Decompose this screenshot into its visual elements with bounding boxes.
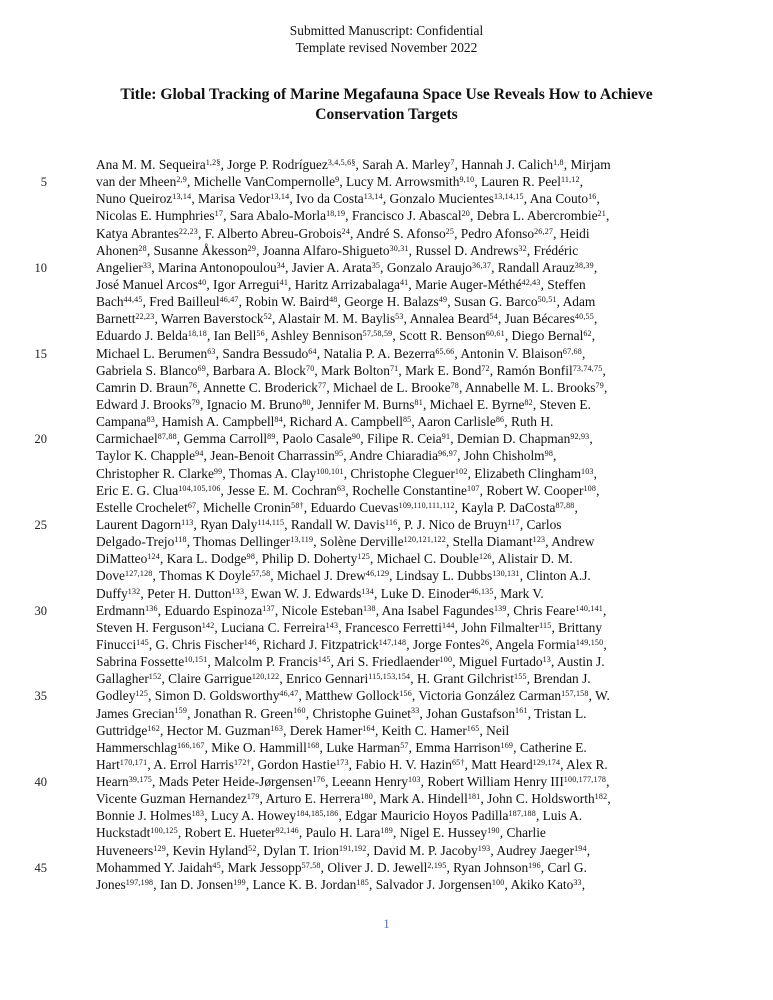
author-line <box>0 430 773 447</box>
author-line-text: Angelier$^{33}$, Marina Antonopoulou$^{34}$, Javier A. Arata$^{35}$, Gonzalo Araujo$^{36,37}$, Randall Arauz$^{38,39}$, <box>96 259 598 275</box>
author-line-text: Barnett$^{22,23}$, Warren Baverstock$^{52}$, Alastair M. M. Baylis$^{53}$, Annalea Beard$^{54}$, Juan Bécares$^{40,55}$, <box>96 311 598 327</box>
affiliation-superscript: 2,9 <box>176 175 187 185</box>
affiliation-superscript: 3,4,5,6§ <box>327 157 356 167</box>
author-line-text: Gabriela S. Blanco$^{69}$, Barbara A. Block$^{70}$, Mark Bolton$^{71}$, Mark E. Bond$^{72}$, Ramón Bonfil$^{73,74,75}$, <box>96 362 606 378</box>
affiliation-superscript: 87,88 <box>555 500 575 510</box>
affiliation-superscript: 21 <box>597 209 606 219</box>
affiliation-superscript: 132 <box>127 586 141 596</box>
affiliation-superscript: 181 <box>467 792 481 802</box>
affiliation-superscript: 79 <box>595 380 604 390</box>
affiliation-superscript: 65,66 <box>435 346 455 356</box>
author-line-text: Nicolas E. Humphries$^{17}$, Sara Abalo-Morla$^{18,19}$, Francisco J. Abascal$^{20}$, Debra L. Abercrombie$^{21}$, <box>96 208 610 224</box>
margin-line-number: 35 <box>34 689 47 704</box>
affiliation-superscript: 129 <box>153 843 166 853</box>
affiliation-superscript: 13,119 <box>290 535 314 545</box>
author-line <box>0 619 773 636</box>
affiliation-superscript: 136 <box>145 603 158 613</box>
affiliation-superscript: 94 <box>195 449 204 459</box>
author-line-text: Jones$^{197,198}$, Ian D. Jonsen$^{199}$, Lance K. B. Jordan$^{185}$, Salvador J. Jorgensen$^{100}$, Akiko Kato$^{33}$, <box>96 876 586 892</box>
author-line-text: James Grecian$^{159}$, Jonathan R. Green$^{160}$, Christophe Guinet$^{33}$, Johan Gustafson$^{161}$, Tristan L. <box>96 705 587 721</box>
author-line-text: Ahonen$^{28}$, Susanne Åkesson$^{29}$, Joanna Alfaro-Shigueto$^{30,31}$, Russel D. Andrews$^{32}$, Frédéric <box>96 242 579 258</box>
affiliation-superscript: 46,47 <box>219 295 239 305</box>
paper-title: Title: Global Tracking of Marine Megafauna Space Use Reveals How to Achieve Conservation Targets <box>120 86 653 123</box>
affiliation-superscript: 46,47 <box>279 689 299 699</box>
author-line-text: Huveneers$^{129}$, Kevin Hyland$^{52}$, Dylan T. Irion$^{191,192}$, David M. P. Jacoby$^{193}$, Audrey Jaeger$^{194}$, <box>96 842 591 858</box>
margin-line-number: 25 <box>34 517 47 532</box>
author-line <box>0 379 773 396</box>
margin-line-number: 10 <box>34 260 47 275</box>
affiliation-superscript: 191,192 <box>339 843 367 853</box>
affiliation-superscript: 82 <box>524 397 533 407</box>
affiliation-superscript: 124 <box>147 552 160 562</box>
affiliation-superscript: 96,97 <box>438 449 458 459</box>
affiliation-superscript: 35 <box>371 260 381 270</box>
affiliation-superscript: 46,129 <box>365 569 390 579</box>
affiliation-superscript: 176 <box>312 775 326 785</box>
affiliation-superscript: 92,93 <box>570 432 590 442</box>
affiliation-superscript: 139 <box>493 603 507 613</box>
affiliation-superscript: 9 <box>335 175 340 185</box>
affiliation-superscript: 13,14 <box>172 192 192 202</box>
author-line-text: Estelle Crochelet$^{67}$, Michelle Cronin$^{58\dagger}$, Eduardo Cuevas$^{109,110,111,112}$, Kayla P. DaCosta$^{87,88}$, <box>96 499 578 515</box>
author-line <box>0 859 773 876</box>
margin-line-number: 30 <box>34 603 47 618</box>
author-line <box>0 156 773 173</box>
affiliation-superscript: 48 <box>329 295 338 305</box>
affiliation-superscript: 155 <box>514 672 527 682</box>
author-line-text: Eduardo J. Belda$^{18,18}$, Ian Bell$^{56}$, Ashley Bennison$^{57,58,59}$, Scott R. Benson$^{60,61}$, Diego Bernal$^{62}$, <box>96 328 596 344</box>
affiliation-superscript: 13,14,15 <box>494 192 524 202</box>
affiliation-superscript: 57,58,59 <box>362 329 393 339</box>
affiliation-superscript: 53 <box>395 312 404 322</box>
affiliation-superscript: 42,43 <box>521 277 541 287</box>
author-line <box>0 687 773 704</box>
affiliation-superscript: 89 <box>267 432 276 442</box>
affiliation-superscript: 50,51 <box>537 295 557 305</box>
affiliation-superscript: 197,198 <box>125 877 154 887</box>
author-line-text: Vicente Guzman Hernandez$^{179}$, Arturo E. Herrera$^{180}$, Mark A. Hindell$^{181}$, John C. Holdsworth$^{182}$, <box>96 791 611 807</box>
author-line-text: Christopher R. Clarke$^{99}$, Thomas A. Clay$^{100,101}$, Christophe Cleguer$^{102}$, Elizabeth Clingham$^{103}$, <box>96 465 598 481</box>
affiliation-superscript: 114,115 <box>257 517 285 527</box>
affiliation-superscript: 130,131 <box>492 569 520 579</box>
author-line-text: Camrin D. Braun$^{76}$, Annette C. Broderick$^{77}$, Michael de L. Brooke$^{78}$, Annabelle M. L. Brooks$^{79}$, <box>96 379 608 395</box>
affiliation-superscript: 98 <box>544 449 554 459</box>
affiliation-superscript: 86 <box>495 415 505 425</box>
affiliation-superscript: 164 <box>362 723 375 733</box>
author-line <box>0 173 773 190</box>
affiliation-superscript: 49 <box>438 295 448 305</box>
affiliation-superscript: 162 <box>147 723 160 733</box>
affiliation-superscript: 180 <box>360 792 373 802</box>
author-line <box>0 225 773 242</box>
author-line <box>0 876 773 893</box>
author-line <box>0 670 773 687</box>
author-line-text: Katya Abrantes$^{22,23}$, F. Alberto Abreu-Grobois$^{24}$, André S. Afonso$^{25}$, Pedro Afonso$^{26,27}$, Heidi <box>96 225 590 241</box>
affiliation-superscript: 140,141 <box>575 603 603 613</box>
author-line-text: Laurent Dagorn$^{113}$, Ryan Daly$^{114,115}$, Randall W. Davis$^{116}$, P. J. Nico de Bruyn$^{117}$, Carlos <box>96 516 562 532</box>
affiliation-superscript: 41 <box>279 277 289 287</box>
affiliation-superscript: 16 <box>588 192 597 202</box>
affiliation-superscript: 95 <box>334 449 344 459</box>
affiliation-superscript: 70 <box>305 363 315 373</box>
affiliation-superscript: 40 <box>197 277 207 287</box>
author-line <box>0 362 773 379</box>
affiliation-superscript: 40,55 <box>574 312 594 322</box>
affiliation-superscript: 64 <box>308 346 317 356</box>
author-line-text: Taylor K. Chapple$^{94}$, Jean-Benoit Charrassin$^{95}$, Andre Chiaradia$^{96,97}$, John Chisholm$^{98}$, <box>96 448 557 464</box>
affiliation-superscript: 90 <box>351 432 361 442</box>
affiliation-superscript: 149,150 <box>575 637 604 647</box>
author-line-text: Bach$^{44,45}$, Fred Bailleul$^{46,47}$, Robin W. Baird$^{48}$, George H. Balazs$^{49}$, Susan G. Barco$^{50,51}$, Adam <box>96 294 596 310</box>
affiliation-superscript: 182 <box>594 792 608 802</box>
affiliation-superscript: 20 <box>461 209 471 219</box>
affiliation-superscript: 129,174 <box>532 757 561 767</box>
affiliation-superscript: 143 <box>325 620 339 630</box>
affiliation-superscript: 17 <box>214 209 224 219</box>
author-line <box>0 756 773 773</box>
affiliation-superscript: 120,121,122 <box>403 535 446 545</box>
affiliation-superscript: 22,23 <box>135 312 155 322</box>
affiliation-superscript: 1,8 <box>553 157 564 167</box>
page-number: 1 <box>383 917 390 931</box>
author-line <box>0 345 773 362</box>
affiliation-superscript: 168 <box>306 740 320 750</box>
affiliation-superscript: 41 <box>399 277 409 287</box>
affiliation-superscript: 77 <box>317 380 327 390</box>
header-confidential-line: Submitted Manuscript: Confidential <box>289 23 484 38</box>
affiliation-superscript: 165 <box>466 723 480 733</box>
affiliation-superscript: 24 <box>341 226 351 236</box>
affiliation-superscript: 67,68 <box>562 346 582 356</box>
affiliation-superscript: 126 <box>478 552 492 562</box>
author-line-text: Delgado-Trejo$^{118}$, Thomas Dellinger$^{13,119}$, Solène Derville$^{120,121,122}$, Stella Diamant$^{123}$, Andrew <box>96 534 595 550</box>
affiliation-superscript: 32 <box>518 243 527 253</box>
author-line-text: Finucci$^{145}$, G. Chris Fischer$^{146}$, Richard J. Fitzpatrick$^{147,148}$, Jorge Fontes$^{26}$, Angela Formia$^{149,150}$, <box>96 636 607 652</box>
affiliation-superscript: 34 <box>276 260 286 270</box>
affiliation-superscript: 127,128 <box>125 569 153 579</box>
affiliation-superscript: 157,158 <box>561 689 589 699</box>
affiliation-superscript: 84 <box>274 415 283 425</box>
affiliation-superscript: 104,105,106 <box>178 483 221 493</box>
author-line-text: Hart$^{170,171}$, A. Errol Harris$^{172\dagger}$, Gordon Hastie$^{173}$, Fabio H. V. Hazin$^{65\dagger}$, Matt Heard$^{129,174}$, Alex R. <box>96 756 608 772</box>
author-line <box>0 499 773 516</box>
affiliation-superscript: 107 <box>467 483 480 493</box>
affiliation-superscript: 10,151 <box>184 655 208 665</box>
affiliation-superscript: 99 <box>213 466 223 476</box>
author-line-text: DiMatteo$^{124}$, Kara L. Dodge$^{98}$, Philip D. Doherty$^{125}$, Michael C. Double$^{126}$, Alistair D. M. <box>96 551 573 567</box>
affiliation-superscript: 38,39 <box>574 260 594 270</box>
affiliation-superscript: 45 <box>212 860 221 870</box>
affiliation-superscript: 187,188 <box>508 809 536 819</box>
affiliation-superscript: 173 <box>336 757 349 767</box>
margin-line-number: 40 <box>34 775 47 790</box>
affiliation-superscript: 26,27 <box>534 226 554 236</box>
author-line <box>0 516 773 533</box>
affiliation-superscript: 26 <box>480 637 490 647</box>
affiliation-superscript: 133 <box>231 586 245 596</box>
affiliation-superscript: 115,153,154 <box>368 672 411 682</box>
author-line <box>0 259 773 276</box>
author-line-text: Campana$^{83}$, Hamish A. Campbell$^{84}$, Richard A. Campbell$^{85}$, Aaron Carlisle$^{86}$, Ruth H. <box>96 414 554 430</box>
author-line <box>0 550 773 567</box>
affiliation-superscript: 73,74,75 <box>572 363 603 373</box>
affiliation-superscript: 60,61 <box>485 329 505 339</box>
affiliation-superscript: 63 <box>336 483 346 493</box>
affiliation-superscript: 184,185,186 <box>296 809 339 819</box>
affiliation-superscript: 134 <box>361 586 374 596</box>
author-line-text: Godley$^{125}$, Simon D. Goldsworthy$^{46,47}$, Matthew Gollock$^{156}$, Victoria González Carman$^{157,158}$, W. <box>96 688 610 704</box>
affiliation-superscript: 57 <box>400 740 409 750</box>
affiliation-superscript: 100,101 <box>316 466 344 476</box>
author-line <box>0 396 773 413</box>
affiliation-superscript: 39,175 <box>128 775 153 785</box>
affiliation-superscript: 170,171 <box>119 757 148 767</box>
affiliation-superscript: 83 <box>146 415 156 425</box>
author-line-text: Dove$^{127,128}$, Thomas K Doyle$^{57,58}$, Michael J. Drew$^{46,129}$, Lindsay L. Dubbs$^{130,131}$, Clinton A.J. <box>96 568 591 584</box>
author-line-text: van der Mheen$^{2,9}$, Michelle VanCompernolle$^9$, Lucy M. Arrowsmith$^{9,10}$, Lauren R. Peel$^{11,12}$, <box>96 174 584 190</box>
author-line <box>0 653 773 670</box>
affiliation-superscript: 72 <box>481 363 490 373</box>
affiliation-superscript: 109,110,111,112 <box>398 500 455 510</box>
affiliation-superscript: 118 <box>174 535 187 545</box>
affiliation-superscript: 65† <box>451 757 465 767</box>
affiliation-superscript: 33 <box>573 877 582 887</box>
affiliation-superscript: 116 <box>385 517 398 527</box>
affiliation-superscript: 120,122 <box>251 672 280 682</box>
affiliation-superscript: 103 <box>408 775 421 785</box>
author-line <box>0 567 773 584</box>
author-line <box>0 602 773 619</box>
author-line-text: José Manuel Arcos$^{40}$, Igor Arregui$^{41}$, Haritz Arrizabalaga$^{41}$, Marie Auger-Méthé$^{42,43}$, Steffen <box>96 276 586 292</box>
author-line-text: Mohammed Y. Jaidah$^{45}$, Mark Jessopp$^{57,58}$, Oliver J. D. Jewell$^{2,195}$, Ryan Johnson$^{196}$, Carl G. <box>96 859 587 875</box>
affiliation-superscript: 78 <box>450 380 459 390</box>
affiliation-superscript: 76 <box>188 380 198 390</box>
author-line <box>0 807 773 824</box>
author-line-text: Erdmann$^{136}$, Eduardo Espinoza$^{137}$, Nicole Esteban$^{138}$, Ana Isabel Fagundes$^{139}$, Chris Feare$^{140,141}$, <box>96 602 607 618</box>
affiliation-superscript: 199 <box>233 877 246 887</box>
affiliation-superscript: 145 <box>317 655 331 665</box>
affiliation-superscript: 33 <box>142 260 152 270</box>
affiliation-superscript: 87,88 <box>157 432 177 442</box>
margin-line-number: 5 <box>40 175 47 190</box>
affiliation-superscript: 79 <box>191 397 201 407</box>
affiliation-superscript: 159 <box>174 706 188 716</box>
margin-line-number: 45 <box>34 860 47 875</box>
affiliation-superscript: 179 <box>246 792 260 802</box>
affiliation-superscript: 146 <box>243 637 257 647</box>
affiliation-superscript: 152 <box>148 672 162 682</box>
affiliation-superscript: 196 <box>528 860 541 870</box>
author-line-text: Sabrina Fossette$^{10,151}$, Malcolm P. Francis$^{145}$, Ari S. Friedlaender$^{100}$, Miguel Furtado$^{13}$, Austin J. <box>96 654 605 670</box>
author-line <box>0 722 773 739</box>
affiliation-superscript: 160 <box>293 706 306 716</box>
author-line <box>0 585 773 602</box>
affiliation-superscript: 22,23 <box>178 226 198 236</box>
author-line-text: Michael L. Berumen$^{63}$, Sandra Bessudo$^{64}$, Natalia P. A. Bezerra$^{65,66}$, Antonin V. Blaison$^{67,68}$, <box>96 345 586 361</box>
author-line <box>0 465 773 482</box>
affiliation-superscript: 69 <box>197 363 206 373</box>
author-line <box>0 413 773 430</box>
author-line-text: Ana M. M. Sequeira$^{1,2\S}$, Jorge P. Rodríguez$^{3,4,5,6\S}$, Sarah A. Marley$^7$, Hannah J. Calich$^{1,8}$, Mirjam <box>96 157 611 172</box>
author-line <box>0 190 773 207</box>
affiliation-superscript: 71 <box>389 363 399 373</box>
affiliation-superscript: 193 <box>477 843 491 853</box>
affiliation-superscript: 103 <box>581 466 594 476</box>
affiliation-superscript: 194 <box>574 843 587 853</box>
affiliation-superscript: 123 <box>532 535 546 545</box>
affiliation-superscript: 138 <box>363 603 376 613</box>
author-line <box>0 327 773 344</box>
affiliation-superscript: 13 <box>542 655 552 665</box>
author-line <box>0 842 773 859</box>
author-line-text: Hammerschlag$^{166,167}$, Mike O. Hammill$^{168}$, Luke Harman$^{57}$, Emma Harrison$^{169}$, Catherine E. <box>96 739 587 755</box>
author-line <box>0 242 773 259</box>
author-line <box>0 310 773 327</box>
affiliation-superscript: 58† <box>291 500 304 510</box>
author-line <box>0 773 773 790</box>
affiliation-superscript: 44,45 <box>123 295 143 305</box>
affiliation-superscript: 125 <box>135 689 149 699</box>
affiliation-superscript: 56 <box>256 329 265 339</box>
affiliation-superscript: 57,58 <box>301 860 321 870</box>
affiliation-superscript: 63 <box>207 346 216 356</box>
author-line <box>0 293 773 310</box>
affiliation-superscript: 30,31 <box>389 243 409 253</box>
affiliation-superscript: 108 <box>583 483 597 493</box>
affiliation-superscript: 115 <box>539 620 552 630</box>
affiliation-superscript: 91 <box>441 432 451 442</box>
author-line <box>0 207 773 224</box>
affiliation-superscript: 190 <box>487 826 500 836</box>
affiliation-superscript: 85 <box>402 415 412 425</box>
affiliation-superscript: 142 <box>201 620 215 630</box>
header-template-line: Template revised November 2022 <box>295 40 478 55</box>
affiliation-superscript: 98 <box>246 552 256 562</box>
affiliation-superscript: 147,148 <box>378 637 407 647</box>
affiliation-superscript: 113 <box>181 517 194 527</box>
author-line-text: Huckstadt$^{100,125}$, Robert E. Hueter$^{92,146}$, Paulo H. Lara$^{189}$, Nigel E. Hussey$^{190}$, Charlie <box>96 825 546 841</box>
affiliation-superscript: 1,2§ <box>205 157 221 167</box>
affiliation-superscript: 2,195 <box>427 860 447 870</box>
affiliation-superscript: 28 <box>138 243 147 253</box>
author-line <box>0 824 773 841</box>
affiliation-superscript: 185 <box>356 877 370 887</box>
affiliation-superscript: 81 <box>414 397 423 407</box>
affiliation-superscript: 54 <box>489 312 498 322</box>
affiliation-superscript: 161 <box>515 706 528 716</box>
affiliation-superscript: 36,37 <box>472 260 492 270</box>
affiliation-superscript: 52 <box>263 312 273 322</box>
author-line-text: Edward J. Brooks$^{79}$, Ignacio M. Bruno$^{80}$, Jennifer M. Burns$^{81}$, Michael E. Byrne$^{82}$, Steven E. <box>96 396 591 412</box>
author-line <box>0 482 773 499</box>
affiliation-superscript: 137 <box>262 603 275 613</box>
affiliation-superscript: 156 <box>399 689 412 699</box>
author-line-text: Carmichael$^{87,88}$, Gemma Carroll$^{89}$, Paolo Casale$^{90}$, Filipe R. Ceia$^{91}$, Demian D. Chapman$^{92,93}$, <box>96 431 593 447</box>
affiliation-superscript: 67 <box>187 500 197 510</box>
affiliation-superscript: 100 <box>491 877 505 887</box>
affiliation-superscript: 29 <box>247 243 257 253</box>
affiliation-superscript: 183 <box>191 809 205 819</box>
affiliation-superscript: 33 <box>411 706 420 716</box>
affiliation-superscript: 189 <box>380 826 393 836</box>
affiliation-superscript: 18,19 <box>326 209 346 219</box>
affiliation-superscript: 144 <box>442 620 455 630</box>
author-line-text: Nuno Queiroz$^{13,14}$, Marisa Vedor$^{13,14}$, Ivo da Costa$^{13,14}$, Gonzalo Mucientes$^{13,14,15}$, Ana Couto$^{16}$, <box>96 191 600 207</box>
author-line-text: Guttridge$^{162}$, Hector M. Guzman$^{163}$, Derek Hamer$^{164}$, Keith C. Hamer$^{165}$, Neil <box>96 722 510 738</box>
affiliation-superscript: 46,135 <box>470 586 494 596</box>
author-line-text: Eric E. G. Clua$^{104,105,106}$, Jesse E. M. Cochran$^{63}$, Rochelle Constantine$^{107}$, Robert W. Cooper$^{108}$, <box>96 482 600 498</box>
affiliation-superscript: 100,125 <box>150 826 178 836</box>
affiliation-superscript: 166,167 <box>177 740 205 750</box>
margin-line-number: 15 <box>34 346 47 361</box>
affiliation-superscript: 62 <box>583 329 592 339</box>
author-line <box>0 790 773 807</box>
author-line <box>0 705 773 722</box>
affiliation-superscript: 117 <box>507 517 520 527</box>
author-line-text: Duffy$^{132}$, Peter H. Dutton$^{133}$, Ewan W. J. Edwards$^{134}$, Luke D. Einoder$^{46,135}$, Mark V. <box>96 585 544 601</box>
author-line <box>0 276 773 293</box>
author-line <box>0 636 773 653</box>
affiliation-superscript: 80 <box>302 397 311 407</box>
affiliation-superscript: 25 <box>445 226 455 236</box>
author-line-text: Gallagher$^{152}$, Claire Garrigue$^{120,122}$, Enrico Gennari$^{115,153,154}$, H. Grant Gilchrist$^{155}$, Brendan J. <box>96 671 591 687</box>
author-line-text: Steven H. Ferguson$^{142}$, Luciana C. Ferreira$^{143}$, Francesco Ferretti$^{144}$, John Filmalter$^{115}$, Brittany <box>96 619 603 635</box>
margin-line-number: 20 <box>34 432 47 447</box>
affiliation-superscript: 13,14 <box>270 192 290 202</box>
author-line-text: Bonnie J. Holmes$^{183}$, Lucy A. Howey$^{184,185,186}$, Edgar Mauricio Hoyos Padilla$^{187,188}$, Luis A. <box>96 808 583 824</box>
affiliation-superscript: 102 <box>454 466 468 476</box>
affiliation-superscript: 92,146 <box>275 826 299 836</box>
affiliation-superscript: 100,177,178 <box>563 775 607 785</box>
author-line <box>0 447 773 464</box>
author-line <box>0 739 773 756</box>
affiliation-superscript: 9,10 <box>459 175 475 185</box>
author-list <box>0 156 773 893</box>
affiliation-superscript: 172† <box>233 757 251 767</box>
affiliation-superscript: 169 <box>500 740 514 750</box>
author-line-text: Hearn$^{39,175}$, Mads Peter Heide-Jørgensen$^{176}$, Leeann Henry$^{103}$, Robert William Henry III$^{100,177,178}$, <box>96 774 610 790</box>
affiliation-superscript: 100 <box>439 655 453 665</box>
affiliation-superscript: 145 <box>136 637 149 647</box>
affiliation-superscript: 13,14 <box>363 192 383 202</box>
affiliation-superscript: 163 <box>270 723 284 733</box>
affiliation-superscript: 18,18 <box>187 329 207 339</box>
manuscript-header <box>0 22 773 56</box>
affiliation-superscript: 11,12 <box>560 175 580 185</box>
affiliation-superscript: 57,58 <box>251 569 271 579</box>
affiliation-superscript: 7 <box>450 157 455 167</box>
author-line <box>0 533 773 550</box>
affiliation-superscript: 52 <box>248 843 257 853</box>
affiliation-superscript: 125 <box>357 552 371 562</box>
